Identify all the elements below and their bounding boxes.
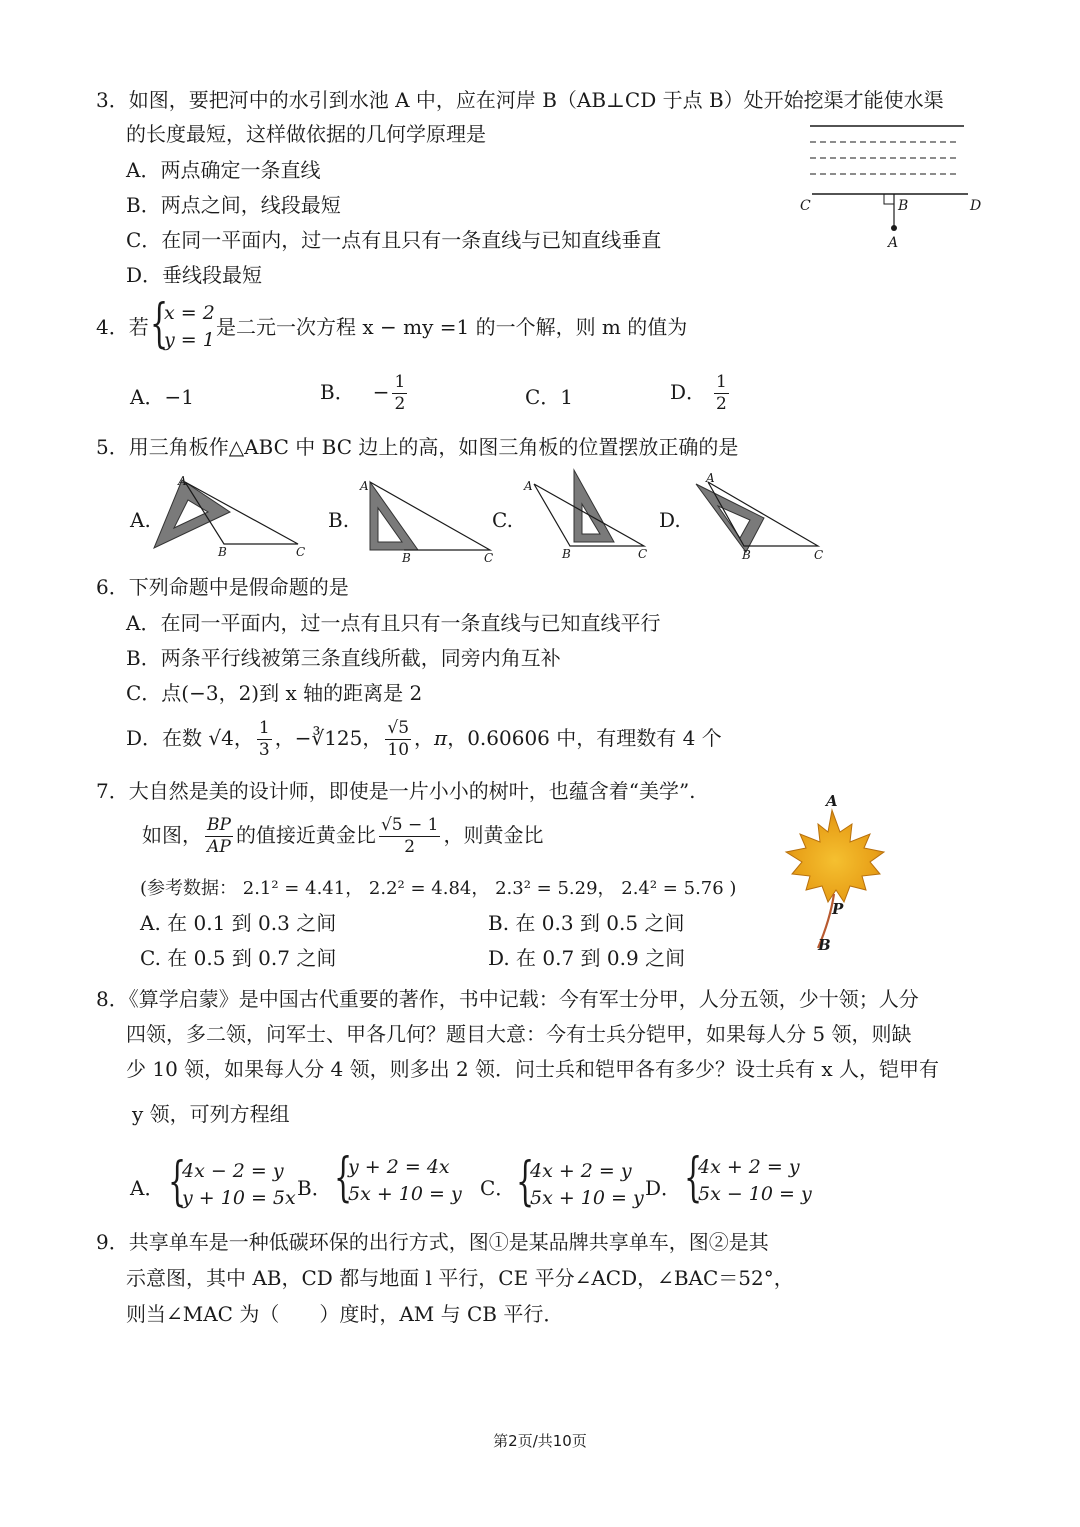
q4-option-c: C．1 — [525, 385, 574, 409]
q8-line2: 四领，多二领，问军士、甲各几何？题目大意：今有士兵分铠甲，如果每人分 5 领，则缺 — [126, 1022, 912, 1046]
q8-option-d-system — [684, 1148, 812, 1214]
q9-line2: 示意图，其中 AB，CD 都与地面 l 平行，CE 平分∠ACD，∠BAC＝52°， — [126, 1266, 794, 1290]
q8-option-c-system — [516, 1152, 644, 1218]
q4-option-d — [670, 372, 732, 415]
tri-a-label-c: C — [296, 545, 306, 559]
q3-option-a: A．两点确定一条直线 — [126, 158, 321, 182]
brace-glyph: { — [168, 1152, 187, 1212]
q5-text: 5．用三角板作△ABC 中 BC 边上的高，如图三角板的位置摆放正确的是 — [96, 435, 739, 459]
brace-glyph: { — [684, 1148, 703, 1208]
q7-option-b: B. 在 0.3 到 0.5 之间 — [488, 911, 685, 935]
q6-d-fraction2 — [385, 718, 411, 761]
q4-system — [150, 294, 220, 360]
q7-reference: (参考数据： 2.1² = 4.41， 2.2² = 4.84， 2.3² = 5.29， 2.4² = 5.76 ) — [140, 878, 737, 899]
fig-label-a: A — [888, 235, 899, 251]
q8-option-b-label: B． — [297, 1176, 332, 1200]
q6-option-c: C．点(−3，2)到 x 轴的距离是 2 — [126, 681, 423, 705]
q7-frac2-den: 2 — [404, 837, 416, 857]
q8-option-b-system — [334, 1148, 462, 1214]
q4-b-num: 1 — [394, 372, 406, 392]
leaf-label-a: A — [826, 792, 838, 810]
q8-b-eq1: y + 2 = 4x — [348, 1156, 450, 1178]
q8-c-eq2: 5x + 10 = y — [530, 1187, 644, 1209]
q7-frac2-num: √5 − 1 — [380, 815, 439, 835]
q3-line1: 3．如图，要把河中的水引到水池 A 中，应在河岸 B（AB⊥CD 于点 B）处开始挖渠才能使水渠 — [96, 88, 944, 112]
q6-d-tail: ，0.60606 中，有理数有 4 个 — [447, 726, 722, 750]
tri-c-label-a: A — [524, 479, 533, 493]
q7-option-c: C. 在 0.5 到 0.7 之间 — [140, 946, 337, 970]
q8-b-eq2: 5x + 10 = y — [348, 1183, 462, 1205]
q6-d-sep4: ， — [414, 726, 435, 750]
triangle-figure-b — [356, 474, 501, 566]
q8-d-eq2: 5x − 10 = y — [698, 1183, 812, 1205]
q6-d-frac2-num: √5 — [387, 718, 410, 738]
q7-option-d: D. 在 0.7 到 0.9 之间 — [488, 946, 686, 970]
leaf-label-b: B — [818, 936, 831, 954]
fig-label-d: D — [970, 198, 982, 214]
tri-b-label-a: A — [360, 479, 369, 493]
q4-d-label: D． — [670, 380, 707, 404]
q7-line2 — [142, 815, 543, 858]
q4-prefix: 4．若 — [96, 315, 149, 339]
q6-d-sqrt4: √4 — [208, 726, 234, 750]
q6-d-cbrt: −∛125 — [294, 726, 363, 750]
q4-d-den: 2 — [716, 394, 727, 414]
q7-frac1-num: BP — [207, 815, 231, 835]
maple-leaf-figure — [770, 790, 900, 960]
triangle-figure-c — [520, 468, 660, 564]
q4-b-sign: − — [372, 380, 390, 404]
q5-option-d: D. — [659, 508, 681, 532]
q8-option-a-system — [168, 1152, 296, 1218]
q6-d-sep3: ， — [362, 726, 383, 750]
q8-line3: 少 10 领，如果每人分 4 领，则多出 2 领．问士兵和铠甲各有多少？设士兵有 x 人，铠甲有 — [126, 1057, 940, 1081]
q6-d-sep1: ， — [233, 726, 254, 750]
fig-label-c: C — [800, 198, 811, 214]
q3-option-c: C．在同一平面内，过一点有且只有一条直线与已知直线垂直 — [126, 228, 662, 252]
brace-glyph: { — [334, 1148, 353, 1208]
brace-glyph: { — [516, 1152, 535, 1212]
q4-eq1: x = 2 — [164, 302, 215, 324]
q7-line2-post: ，则黄金比 — [443, 823, 544, 847]
q5-option-b: B. — [328, 508, 350, 532]
q8-line1: 8．《算学启蒙》是中国古代重要的著作，书中记载：今有军士分甲，人分五领，少十领；人分 — [96, 987, 919, 1011]
q8-d-eq1: 4x + 2 = y — [698, 1156, 800, 1178]
q8-c-eq1: 4x + 2 = y — [530, 1160, 632, 1182]
q4-suffix: 是二元一次方程 x − my =1 的一个解，则 m 的值为 — [216, 315, 688, 339]
q6-d-sep2: ， — [274, 726, 295, 750]
q8-option-c-label: C． — [480, 1176, 516, 1200]
q6-d-fraction — [257, 718, 272, 761]
q6-option-d — [126, 718, 722, 761]
tri-c-label-b: B — [562, 547, 571, 561]
q4-b-fraction — [392, 372, 407, 415]
q7-option-a: A. 在 0.1 到 0.3 之间 — [140, 911, 337, 935]
q5-option-c: C. — [492, 508, 513, 532]
q6-option-a: A．在同一平面内，过一点有且只有一条直线与已知直线平行 — [126, 611, 661, 635]
q7-frac-golden — [379, 815, 441, 858]
leaf-label-p: P — [832, 900, 844, 918]
q6-text: 6．下列命题中是假命题的是 — [96, 575, 349, 599]
q8-line4: y 领，可列方程组 — [132, 1102, 290, 1126]
q6-d-frac2-den: 10 — [387, 740, 410, 760]
q6-option-b: B．两条平行线被第三条直线所截，同旁内角互补 — [126, 646, 561, 670]
q3-line2: 的长度最短，这样做依据的几何学原理是 — [126, 122, 486, 146]
q6-d-frac-num: 1 — [258, 718, 270, 738]
river-figure — [798, 118, 988, 253]
q8-a-eq2: y + 10 = 5x — [182, 1187, 296, 1209]
q4-d-num: 1 — [716, 372, 727, 392]
tri-a-label-b: B — [218, 545, 227, 559]
fig-label-b: B — [898, 198, 909, 214]
q8-option-a-label: A． — [130, 1176, 165, 1200]
q4-eq2: y = 1 — [164, 329, 215, 351]
q3-option-b: B．两点之间，线段最短 — [126, 193, 341, 217]
brace-glyph: { — [150, 294, 169, 354]
q4-option-b — [320, 372, 410, 415]
page-footer: 第2页/共10页 — [493, 1432, 587, 1450]
q3-option-d: D．垂线段最短 — [126, 263, 263, 287]
q4-b-label: B． — [320, 380, 355, 404]
q4-b-den: 2 — [394, 394, 406, 414]
triangle-figure-d — [690, 470, 835, 562]
q6-d-pi: π — [434, 726, 448, 750]
tri-b-label-c: C — [484, 551, 494, 565]
q4-option-a: A．−1 — [130, 385, 194, 409]
q9-line1: 9．共享单车是一种低碳环保的出行方式，图①是某品牌共享单车，图②是其 — [96, 1230, 769, 1254]
tri-a-label-a: A — [178, 474, 187, 488]
triangle-figure-a — [150, 470, 315, 562]
q8-a-eq1: 4x − 2 = y — [182, 1160, 284, 1182]
q5-option-a: A. — [130, 508, 151, 532]
q9-line3: 则当∠MAC 为（ ）度时，AM 与 CB 平行． — [126, 1302, 564, 1326]
tri-b-label-b: B — [402, 551, 411, 565]
q7-line2-pre: 如图， — [142, 823, 202, 847]
q7-frac1-den: AP — [207, 837, 231, 857]
q7-line1: 7．大自然是美的设计师，即使是一片小小的树叶，也蕴含着“美学”. — [96, 779, 696, 803]
q7-frac-bp-ap — [205, 815, 233, 858]
q8-option-d-label: D． — [645, 1176, 682, 1200]
q4-d-fraction — [714, 372, 729, 415]
q7-line2-mid: 的值接近黄金比 — [235, 823, 376, 847]
tri-d-label-b: B — [742, 548, 751, 562]
tri-d-label-a: A — [706, 471, 715, 485]
q6-d-frac-den: 3 — [258, 740, 270, 760]
q6-d-label: D．在数 — [126, 726, 203, 750]
tri-d-label-c: C — [814, 548, 824, 562]
tri-c-label-c: C — [638, 547, 648, 561]
